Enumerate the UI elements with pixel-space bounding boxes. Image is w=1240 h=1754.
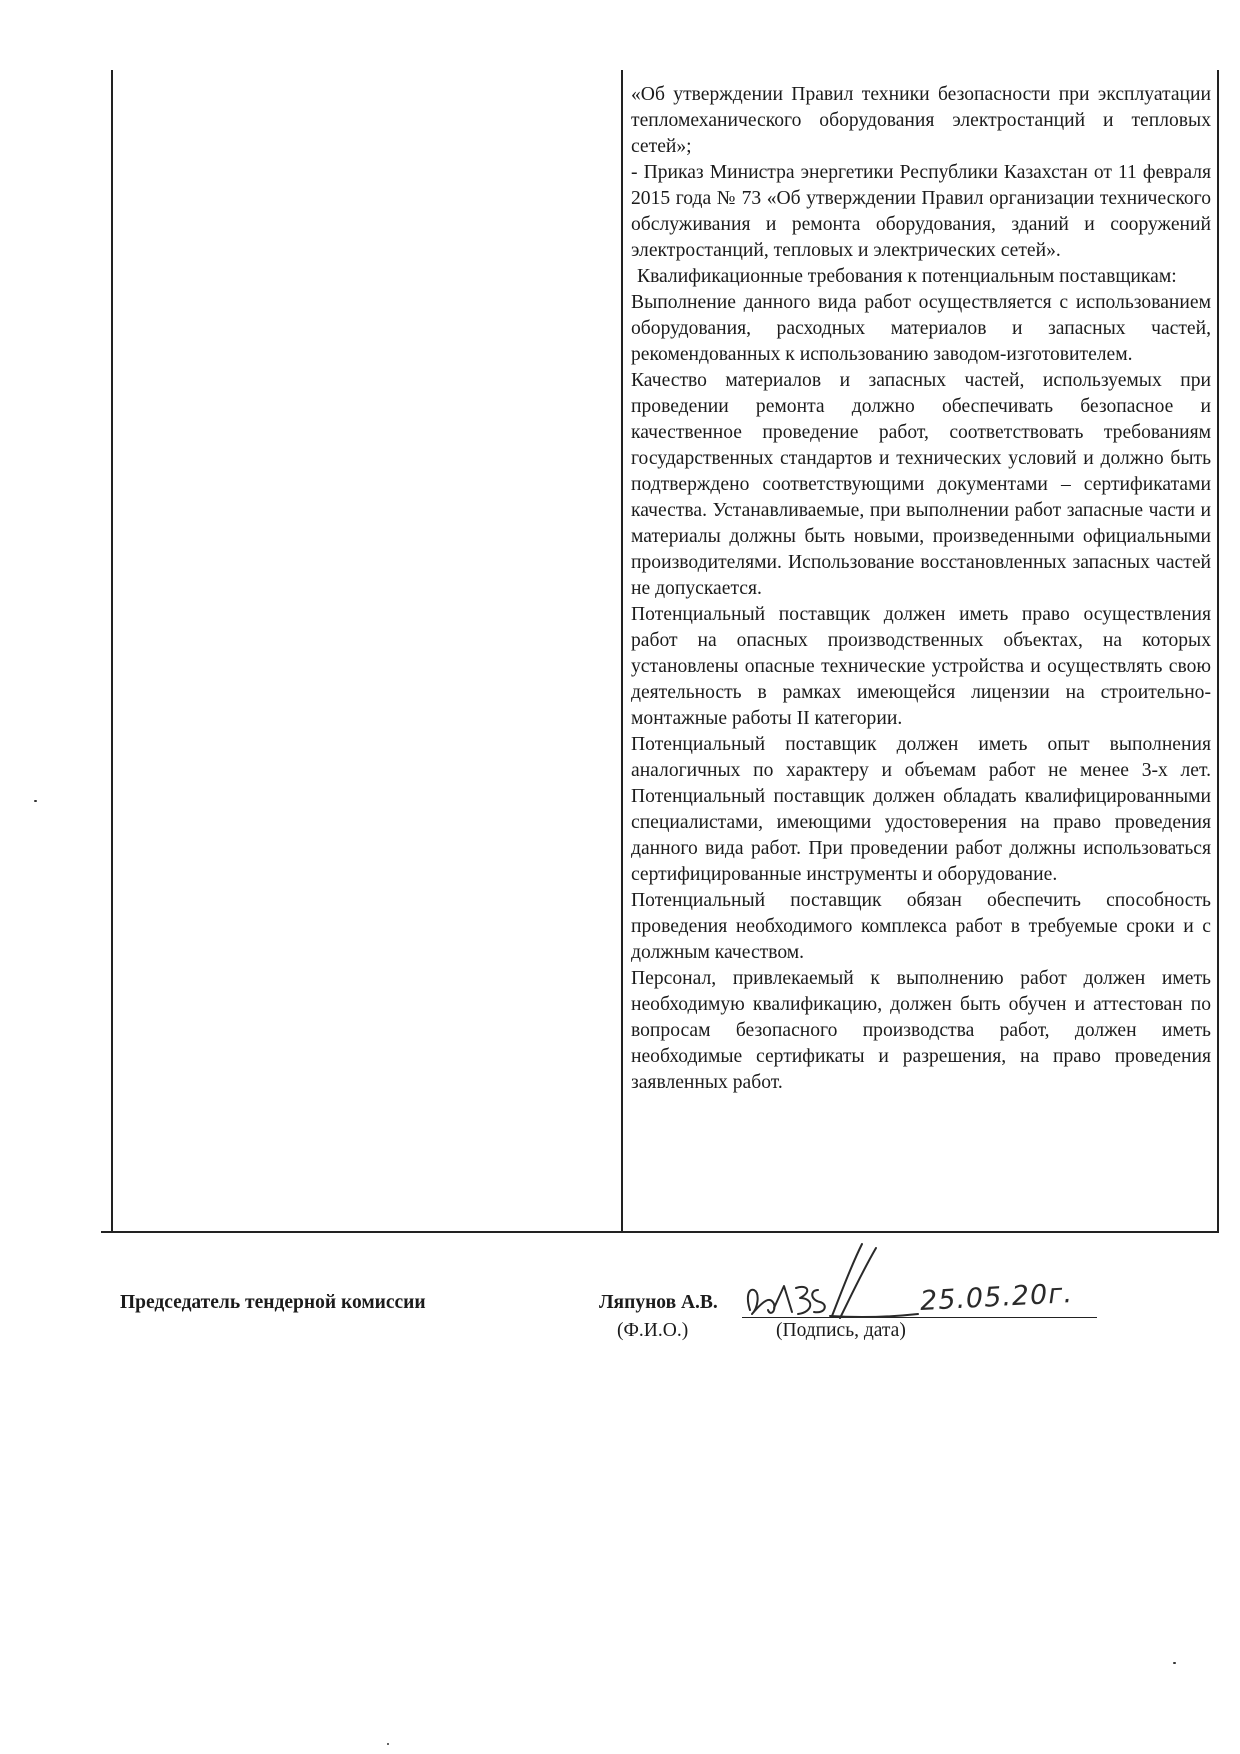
requirements-cell	[631, 82, 1211, 1096]
paragraph-personnel: Персонал, привлекаемый к выполнению работ должен иметь необходимую квалификацию, должен быть обучен и аттестован по вопросам безопасного производства работ, должен иметь необходимые сертификаты и разрешения, на право проведения заявленных работ.	[631, 968, 1211, 1093]
paragraph-order-73: - Приказ Министра энергетики Республики Казахстан от 11 февраля 2015 года № 73 «Об утверждении Правил организации технического обслуживания и ремонта оборудования, зданий и сооружений электростанций, тепловых и электрических сетей».	[631, 162, 1211, 261]
paragraph-capability: Потенциальный поставщик обязан обеспечить способность проведения необходимого комплекса работ в требуемые сроки и с должным качеством.	[631, 890, 1211, 963]
paragraph-qualification-heading: Квалификационные требования к потенциальным поставщикам:	[637, 266, 1177, 287]
handwritten-date: 25.05.20г.	[919, 1278, 1074, 1317]
paragraph-experience: Потенциальный поставщик должен иметь опыт выполнения аналогичных по характеру и объемам работ не менее 3-х лет. Потенциальный поставщик должен обладать квалифицированными специалистами, имеющими удостоверения на право проведения данного вида работ. При проведении работ должны использоваться сертифицированные инструменты и оборудование.	[631, 734, 1211, 885]
chairman-name: Ляпунов А.В.	[599, 1292, 718, 1313]
paragraph-rules-safety: «Об утверждении Правил техники безопасности при эксплуатации тепломеханического оборудования электростанций и тепловых сетей»;	[631, 84, 1211, 157]
paragraph-license: Потенциальный поставщик должен иметь право осуществления работ на опасных производственных объектах, на которых установлены опасные технические устройства и осуществлять свою деятельность в рамках имеющейся лицензии на строительно-монтажные работы II категории.	[631, 604, 1211, 729]
scan-speck	[387, 1743, 389, 1745]
scan-speck	[1173, 1662, 1176, 1664]
fio-caption: (Ф.И.О.)	[617, 1320, 689, 1341]
signature-block	[0, 1278, 1240, 1368]
table-bottom-border	[101, 1231, 1219, 1233]
table-column-divider	[621, 70, 623, 1232]
handwritten-signature	[740, 1238, 930, 1328]
scan-speck	[34, 800, 37, 802]
sign-date-caption: (Подпись, дата)	[776, 1320, 906, 1341]
chairman-role: Председатель тендерной комиссии	[120, 1292, 426, 1313]
table-left-border	[111, 70, 113, 1232]
table-right-border	[1217, 70, 1219, 1232]
paragraph-materials-quality: Качество материалов и запасных частей, используемых при проведении ремонта должно обеспечивать безопасное и качественное проведение работ, соответствовать требованиям государственных стандартов и технических условий и должно быть подтверждено соответствующими документами – сертификатами качества. Устанавливаемые, при выполнении работ запасные части и материалы должны быть новыми, произведенными официальными производителями. Использование восстановленных запасных частей не допускается.	[631, 370, 1211, 599]
paragraph-equipment: Выполнение данного вида работ осуществляется с использованием оборудования, расходных материалов и запасных частей, рекомендованных к использованию заводом-изготовителем.	[631, 292, 1211, 365]
